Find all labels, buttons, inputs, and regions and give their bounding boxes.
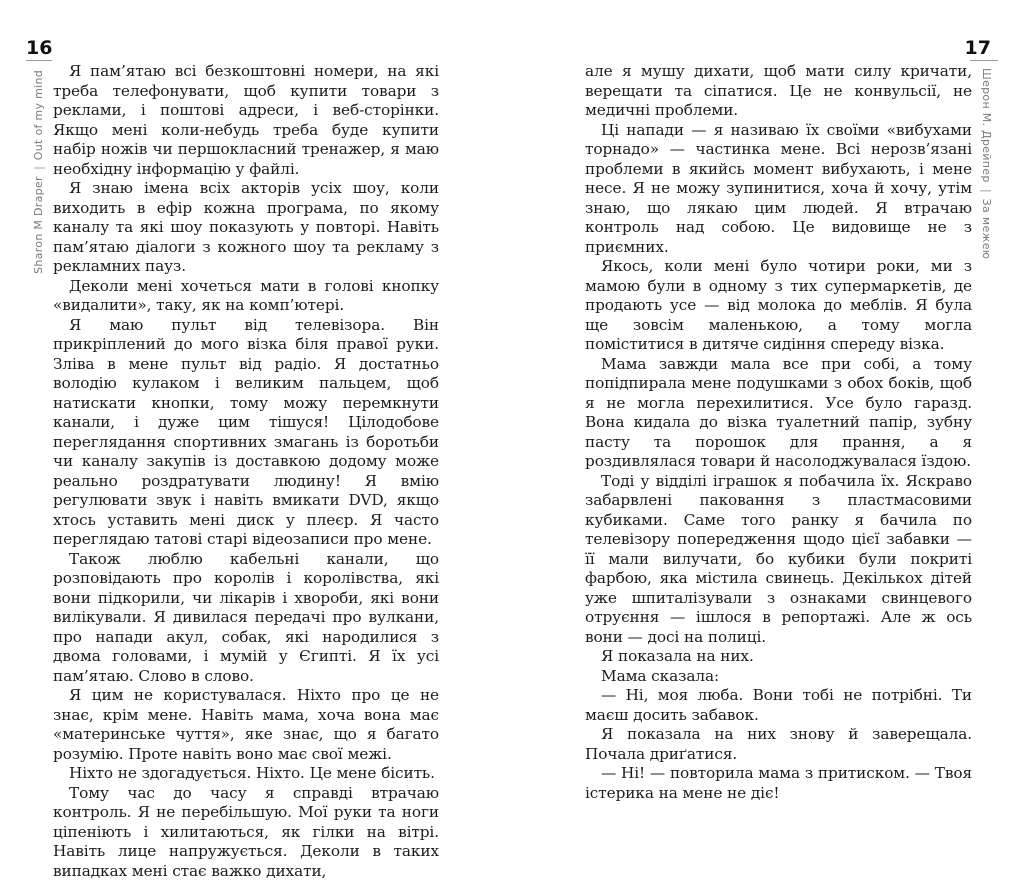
paragraph: Я показала на них знову й заверещала. Почала дриґатися. <box>585 725 972 764</box>
running-head-author: Sharon M Draper <box>32 176 45 274</box>
running-head-separator: | <box>980 183 993 199</box>
page-number-rule-right <box>970 60 998 61</box>
paragraph: — Ні! — повторила мама з притиском. — Твоя істерика на мене не діє! <box>585 764 972 803</box>
right-text-column <box>585 62 972 803</box>
paragraph: Деколи мені хочеться мати в голові кнопку «видалити», таку, як на комп’ютері. <box>53 277 439 316</box>
paragraph: Ці напади — я називаю їх своїми «вибухами торнадо» — частинка мене. Всі нерозв’язані проблеми в якийсь момент вибухають, і мене несе. Я не можу зупинитися, хоча й хочу, утім знаю, що лякаю цим людей. Я втрачаю контроль над собою. Це видовище не з приємних. <box>585 121 972 258</box>
paragraph: Я маю пульт від телевізора. Він прикріплений до мого візка біля правої руки. Зліва в мене пульт від радіо. Я достатньо володію кулаком і великим пальцем, щоб натискати кнопки, тому можу перемкнути канали, і дуже цим тішуся! Цілодобове переглядання спортивних змагань із боротьби чи каналу закупів із доставкою додому може реально роздратувати людину! Я вмію регулювати звук і навіть вмикати DVD, якщо хтось уставить мені диск у плеєр. Я часто переглядаю татові старі відеозаписи про мене. <box>53 316 439 550</box>
paragraph: Також люблю кабельні канали, що розповідають про королів і королівства, які вони підкорили, чи лікарів і хвороби, які вони вилікували. Я дивилася передачі про вулкани, про напади акул, собак, які народилися з двома головами, і мумій у Єгипті. Я їх усі пам’ятаю. Слово в слово. <box>53 550 439 687</box>
page-number-left: 16 <box>26 37 52 59</box>
running-head-right <box>980 68 993 259</box>
running-head-title: За межею <box>980 199 993 260</box>
left-text-column <box>53 62 439 881</box>
paragraph: Тому час до часу я справді втрачаю контроль. Я не перебільшую. Мої руки та ноги ціпеніють і хилитаються, як гілки на вітрі. Навіть лице напружується. Деколи в таких випадках мені стає важко дихати, <box>53 784 439 881</box>
running-head-author: Шерон М. Дрейпер <box>980 68 993 183</box>
paragraph: Я знаю імена всіх акторів усіх шоу, коли виходить в ефір кожна програма, по якому каналу та які шоу показують у повторі. Навіть пам’ятаю діалоги з кожного шоу та рекламу з рекламних пауз. <box>53 179 439 277</box>
running-head-title: Out of my mind <box>32 70 45 160</box>
running-head-separator: | <box>32 160 45 176</box>
paragraph: Мама сказала: <box>585 667 972 687</box>
paragraph: — Ні, моя люба. Вони тобі не потрібні. Ти маєш досить забавок. <box>585 686 972 725</box>
page-number-right: 17 <box>965 37 991 59</box>
paragraph: Тоді у відділі іграшок я побачила їх. Яскраво забарвлені паковання з пластмасовими кубиками. Саме того ранку я бачила по телевізору попередження щодо цієї забавки — її мали вилучати, бо кубики були покриті фарбою, яка містила свинець. Декількох дітей уже шпиталізували з ознаками свинцевого отруєння — ішлося в репортажі. Але ж ось вони — досі на полиці. <box>585 472 972 648</box>
running-head-left <box>32 70 45 274</box>
paragraph: Я цим не користувалася. Ніхто про це не знає, крім мене. Навіть мама, хоча вона має «материнське чуття», яке знає, що я багато розумію. Проте навіть воно має свої межі. <box>53 686 439 764</box>
paragraph: Я пам’ятаю всі безкоштовні номери, на які треба телефонувати, щоб купити товари з реклами, і поштові адреси, і веб-сторінки. Якщо мені коли-небудь треба буде купити набір ножів чи першокласний тренажер, я маю необхідну інформацію у файлі. <box>53 62 439 179</box>
paragraph: Я показала на них. <box>585 647 972 667</box>
paragraph: але я мушу дихати, щоб мати силу кричати, верещати та сіпатися. Це не конвульсії, не медичні проблеми. <box>585 62 972 121</box>
paragraph: Якось, коли мені було чотири роки, ми з мамою були в одному з тих супермаркетів, де продають усе — від молока до меблів. Я була ще зовсім маленькою, а тому могла поміститися в дитяче сидіння спереду візка. <box>585 257 972 355</box>
paragraph: Ніхто не здогадується. Ніхто. Це мене бісить. <box>53 764 439 784</box>
paragraph: Мама завжди мала все при собі, а тому попідпирала мене подушками з обох боків, щоб я не могла перехилитися. Усе було гаразд. Вона кидала до візка туалетний папір, зубну пасту та порошок для прання, а я роздивлялася товари й насолоджувалася їздою. <box>585 355 972 472</box>
page-number-rule-left <box>26 60 52 61</box>
